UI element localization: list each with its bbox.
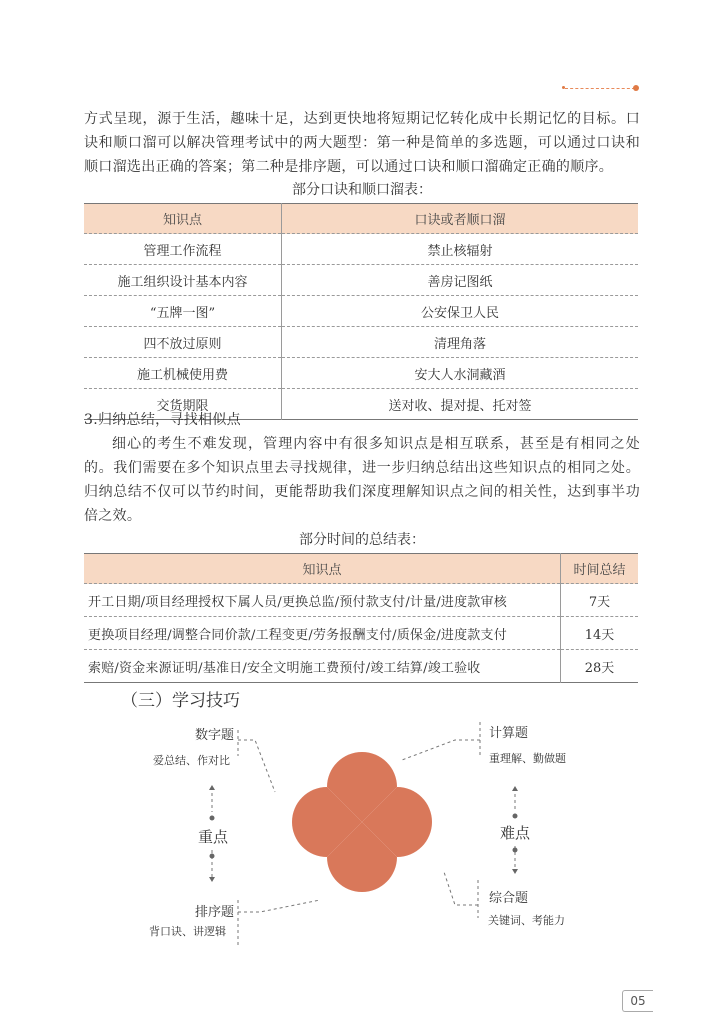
table-row — [84, 327, 638, 358]
table-cell: 清理角落 — [282, 327, 639, 358]
table-cell: 善房记图纸 — [282, 265, 639, 296]
table-row — [84, 234, 638, 265]
subsection-title: 3.归纳总结，寻找相似点 — [84, 412, 241, 428]
table2-caption: 部分时间的总结表： — [299, 532, 425, 548]
table-cell: 更换项目经理/调整合同价款/工程变更/劳务报酬支付/质保金/进度款支付 — [84, 617, 561, 650]
section-heading: （三）学习技巧 — [121, 691, 240, 711]
dot-difficult-bottom — [513, 848, 518, 853]
order-question-tip: 背口诀、讲逻辑 — [149, 925, 226, 938]
table-cell: 14天 — [561, 617, 639, 650]
table-cell: 交货期限 — [84, 389, 282, 420]
table-row — [84, 265, 638, 296]
table-header-cell: 知识点 — [84, 554, 561, 584]
mnemonic-table — [84, 203, 638, 420]
key-point-label: 重点 — [198, 828, 229, 846]
number-question-label: 数字题 — [195, 728, 235, 743]
table-header-cell: 口诀或者顺口溜 — [282, 204, 639, 234]
table-row — [84, 296, 638, 327]
table-cell: 7天 — [561, 584, 639, 617]
comprehensive-question-tip: 关键词、考能力 — [488, 914, 565, 927]
arrow-down-difficult — [512, 869, 518, 874]
table1-caption: 部分口诀和顺口溜表： — [292, 182, 432, 198]
table-cell: 施工机械使用费 — [84, 358, 282, 389]
order-question-label: 排序题 — [195, 905, 235, 920]
table-cell: 开工日期/项目经理授权下属人员/更换总监/预付款支付/计量/进度款审核 — [84, 584, 561, 617]
header-dashed-rule — [565, 88, 635, 89]
table-header-cell: 时间总结 — [561, 554, 639, 584]
table-cell: 管理工作流程 — [84, 234, 282, 265]
table-cell: 索赔/资金来源证明/基准日/安全文明施工费预付/竣工结算/竣工验收 — [84, 650, 561, 683]
dot-difficult-top — [513, 814, 518, 819]
comprehensive-question-label: 综合题 — [489, 891, 529, 906]
table-cell: 施工组织设计基本内容 — [84, 265, 282, 296]
summary-paragraph: 细心的考生不难发现，管理内容中有很多知识点是相互联系，甚至是有相同之处的。我们需要在多个知识点里去寻找规律，进一步归纳总结出这些知识点的相同之处。归纳总结不仅可以节约时间，更能帮助我们深度理解知识点之间的相关性，达到事半功倍之效。 — [84, 436, 640, 524]
dot-key-bottom — [210, 854, 215, 859]
dot-key-top — [210, 816, 215, 821]
arrow-down-key — [209, 877, 215, 882]
page-number: 05 — [622, 990, 653, 1012]
time-summary-table — [84, 553, 638, 683]
table-cell: 送对收、提对提、托对签 — [282, 389, 639, 420]
table-row — [84, 617, 638, 650]
arrow-up-difficult — [512, 786, 518, 791]
study-tips-diagram — [0, 700, 724, 950]
calc-question-label: 计算题 — [489, 726, 529, 741]
table-header-row — [84, 554, 638, 584]
table-row — [84, 358, 638, 389]
table-cell: 公安保卫人民 — [282, 296, 639, 327]
connector-calc — [402, 722, 480, 760]
table-header-row — [84, 204, 638, 234]
table-row — [84, 650, 638, 683]
connector-order — [238, 900, 320, 946]
difficult-point-label: 难点 — [500, 824, 531, 842]
intro-paragraph: 方式呈现，源于生活，趣味十足，达到更快地将短期记忆转化成中长期记忆的目标。口诀和顺口溜可以解决管理考试中的两大题型：第一种是简单的多选题，可以通过口诀和顺口溜选出正确的答案；第二种是排序题，可以通过口诀和顺口溜确定正确的顺序。 — [84, 111, 640, 175]
table-row — [84, 584, 638, 617]
table-cell: 安大人水洞藏酒 — [282, 358, 639, 389]
table-cell: “五牌一图” — [84, 296, 282, 327]
table-cell: 28天 — [561, 650, 639, 683]
arrow-up-key — [209, 785, 215, 790]
table-header-cell: 知识点 — [84, 204, 282, 234]
table-cell: 禁止核辐射 — [282, 234, 639, 265]
header-dot — [633, 85, 639, 91]
flower-petals — [292, 752, 432, 892]
table-cell: 四不放过原则 — [84, 327, 282, 358]
connector-number — [238, 730, 275, 792]
calc-question-tip: 重理解、勤做题 — [489, 752, 566, 765]
connector-comprehensive — [444, 872, 478, 918]
number-question-tip: 爱总结、作对比 — [153, 754, 230, 767]
